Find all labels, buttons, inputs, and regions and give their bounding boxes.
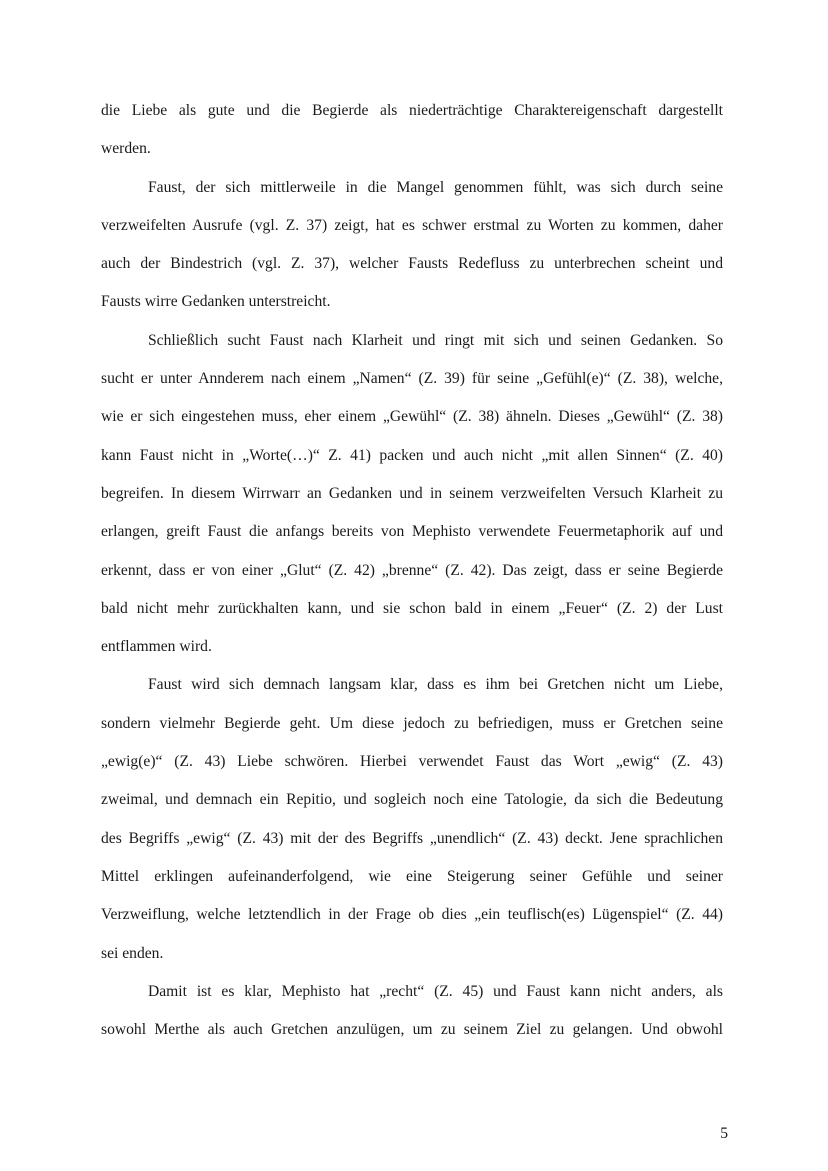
text-line: Damit ist es klar, Mephisto hat „recht“ (Z. 45) und Faust kann nicht anders, als bbox=[148, 983, 723, 1000]
text-line: Verzweiflung, welche letztendlich in der Frage ob dies „ein teuflisch(es) Lügenspiel“ (Z. 44) bbox=[101, 906, 723, 923]
text-line: kann Faust nicht in „Worte(…)“ Z. 41) packen und auch nicht „mit allen Sinnen“ (Z. 40) bbox=[101, 447, 723, 464]
text-line: begreifen. In diesem Wirrwarr an Gedanken und in seinem verzweifelten Versuch Klarheit zu bbox=[101, 485, 723, 502]
page-number: 5 bbox=[720, 1125, 728, 1142]
text-line: sucht er unter Annderem nach einem „Namen“ (Z. 39) für seine „Gefühl(e)“ (Z. 38), welche, bbox=[101, 370, 723, 387]
text-line: werden. bbox=[101, 140, 151, 157]
text-line: auch der Bindestrich (vgl. Z. 37), welcher Fausts Redefluss zu unterbrechen scheint und bbox=[101, 255, 723, 272]
text-line: erlangen, greift Faust die anfangs bereits von Mephisto verwendete Feuermetaphorik auf und bbox=[101, 523, 723, 540]
text-line: Faust, der sich mittlerweile in die Mangel genommen fühlt, was sich durch seine bbox=[148, 179, 723, 196]
text-line: Faust wird sich demnach langsam klar, dass es ihm bei Gretchen nicht um Liebe, bbox=[148, 676, 723, 693]
text-line: sowohl Merthe als auch Gretchen anzulügen, um zu seinem Ziel zu gelangen. Und obwohl bbox=[101, 1021, 723, 1038]
text-line: sei enden. bbox=[101, 945, 164, 962]
text-line: verzweifelten Ausrufe (vgl. Z. 37) zeigt, hat es schwer erstmal zu Worten zu kommen, daher bbox=[101, 217, 723, 234]
text-line: bald nicht mehr zurückhalten kann, und sie schon bald in einem „Feuer“ (Z. 2) der Lust bbox=[101, 600, 723, 617]
text-line: zweimal, und demnach ein Repitio, und sogleich noch eine Tatologie, da sich die Bedeutung bbox=[101, 791, 723, 808]
text-line: sondern vielmehr Begierde geht. Um diese jedoch zu befriedigen, muss er Gretchen seine bbox=[101, 715, 723, 732]
text-line: wie er sich eingestehen muss, eher einem „Gewühl“ (Z. 38) ähneln. Dieses „Gewühl“ (Z. 38) bbox=[101, 408, 723, 425]
text-line: des Begriffs „ewig“ (Z. 43) mit der des Begriffs „unendlich“ (Z. 43) deckt. Jene sprachlichen bbox=[101, 830, 723, 847]
text-line: die Liebe als gute und die Begierde als niederträchtige Charaktereigenschaft dargestellt bbox=[101, 102, 723, 119]
text-line: erkennt, dass er von einer „Glut“ (Z. 42) „brenne“ (Z. 42). Das zeigt, dass er seine Begierde bbox=[101, 562, 723, 579]
text-line: entflammen wird. bbox=[101, 638, 212, 655]
text-line: Schließlich sucht Faust nach Klarheit und ringt mit sich und seinen Gedanken. So bbox=[148, 332, 723, 349]
text-line: „ewig(e)“ (Z. 43) Liebe schwören. Hierbei verwendet Faust das Wort „ewig“ (Z. 43) bbox=[101, 753, 723, 770]
text-line: Fausts wirre Gedanken unterstreicht. bbox=[101, 293, 331, 310]
text-line: Mittel erklingen aufeinanderfolgend, wie eine Steigerung seiner Gefühle und seiner bbox=[101, 868, 723, 885]
